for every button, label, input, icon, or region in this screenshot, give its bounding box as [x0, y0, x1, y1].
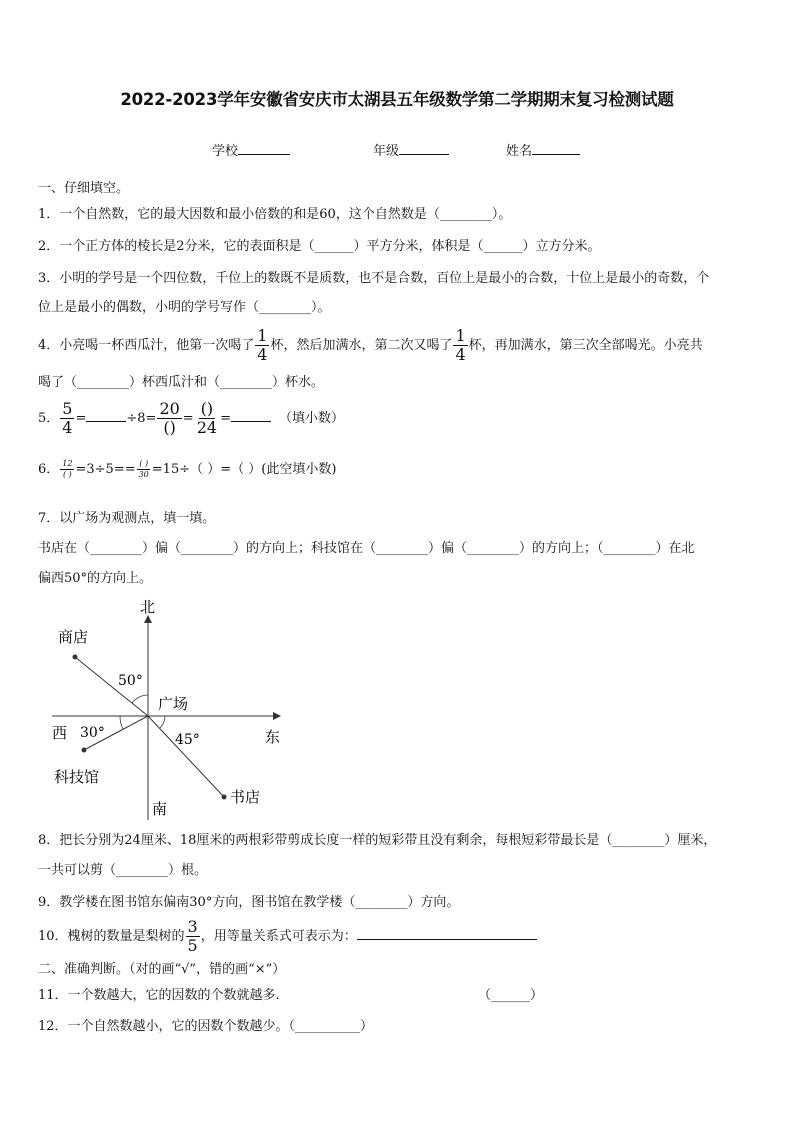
- q10-answer-line[interactable]: [357, 927, 537, 940]
- question-4-line-1: [38, 328, 703, 364]
- school-label: 学校: [212, 144, 239, 159]
- tech-label: 科技馆: [54, 768, 100, 786]
- question-3-line-1: 3．小明的学号是一个四位数，千位上的数既不是质数，也不是合数，百位上是最小的合数，十位上是最小的奇数，个: [38, 271, 710, 286]
- shop-point: [73, 655, 78, 660]
- name-blank[interactable]: [532, 141, 580, 155]
- question-6: 6． 12 ( ) =3÷5== ( ) 30 =15÷（ ）=（ ）(此空填小数): [38, 459, 337, 479]
- tech-point: [82, 748, 87, 753]
- q5-label: 5．: [38, 411, 60, 426]
- q5-fraction-1: $\frac{5}{4}$: [62, 399, 73, 437]
- shop-label: 商店: [58, 628, 89, 646]
- grade-label: 年级: [373, 144, 400, 159]
- arc-50: [132, 695, 148, 703]
- angle-30-label: 30°: [80, 725, 105, 741]
- question-5: 5． $\frac{5}{4}$ = ÷8= 20 () = () 24 = （填小数）: [38, 399, 344, 437]
- q6-fraction-2: ( ) 30: [138, 459, 149, 479]
- q5-fraction-2: 20 (): [159, 399, 180, 437]
- arc-30: [120, 716, 123, 729]
- east-label: 东: [265, 728, 281, 746]
- question-7-line-2: 书店在（________）偏（________）的方向上；科技馆在（________）偏（________）的方向上；（________）在北: [38, 541, 695, 556]
- question-2: 2．一个正方体的棱长是2分米，它的表面积是（______）平方分米，体积是（______）立方分米。: [38, 239, 601, 254]
- q10-text-1: 10．槐树的数量是梨树的: [38, 929, 185, 944]
- q6-label: 6．: [38, 462, 60, 477]
- direction-diagram: [40, 592, 300, 824]
- school-blank[interactable]: [238, 141, 290, 155]
- page-title: 2022-2023学年安徽省安庆市太湖县五年级数学第二学期期末复习检测试题: [120, 90, 674, 109]
- south-label: 南: [152, 800, 168, 818]
- question-8-line-2: 一共可以剪（________）根。: [38, 863, 208, 878]
- grade-blank[interactable]: [399, 141, 449, 155]
- center-label: 广场: [158, 695, 189, 713]
- q5-note: （填小数）: [278, 411, 344, 426]
- question-12: 12．一个自然数越小，它的因数个数越少。（__________）: [38, 1019, 374, 1034]
- question-3-line-2: 位上是最小的偶数，小明的学号写作（________）。: [38, 300, 331, 315]
- name-field: [506, 140, 580, 159]
- book-point: [222, 795, 227, 800]
- question-10: [38, 918, 537, 956]
- q5-blank-2[interactable]: [231, 409, 271, 422]
- q5-fraction-3: () 24: [196, 399, 218, 437]
- q4-fraction-1: $\frac{1}{4}$: [257, 326, 268, 364]
- grade-field: [373, 140, 449, 159]
- book-line: [148, 716, 224, 797]
- name-label: 姓名: [506, 144, 533, 159]
- question-9: 9．教学楼在图书馆东偏南30°方向，图书馆在教学楼（________）方向。: [38, 895, 460, 910]
- q4-text-2: 杯，然后加满水，第二次又喝了: [270, 338, 453, 353]
- section-1-heading: 一、仔细填空。: [38, 181, 130, 196]
- question-7-line-3: 偏西50°的方向上。: [38, 571, 153, 586]
- angle-50-label: 50°: [118, 673, 143, 689]
- arc-45: [160, 716, 165, 728]
- question-11-answer[interactable]: （______）: [478, 988, 544, 1003]
- question-1: 1．一个自然数，它的最大因数和最小倍数的和是60，这个自然数是（________）。: [38, 207, 512, 222]
- section-2-heading: 二、准确判断。（对的画“√”，错的画“×”）: [38, 962, 286, 977]
- north-label: 北: [140, 598, 156, 616]
- question-11: 11．一个数越大，它的因数的个数就越多.: [38, 988, 280, 1003]
- q5-blank-1[interactable]: [86, 409, 126, 422]
- q10-fraction: $\frac{3}{5}$: [187, 917, 198, 955]
- school-field: [212, 140, 290, 159]
- angle-45-label: 45°: [175, 732, 200, 748]
- question-4-line-2: 喝了（________）杯西瓜汁和（________）杯水。: [38, 375, 325, 390]
- q4-text-3: 杯，再加满水，第三次全部喝光。小亮共: [468, 338, 703, 353]
- q6-fraction-1: 12 ( ): [62, 459, 73, 479]
- q10-text-2: ，用等量关系式可表示为：: [200, 929, 357, 944]
- q4-text-1: 4．小亮喝一杯西瓜汁，他第一次喝了: [38, 338, 255, 353]
- q4-fraction-2: $\frac{1}{4}$: [455, 326, 466, 364]
- question-8-line-1: 8．把长分别为24厘米、18厘米的两根彩带剪成长度一样的短彩带且没有剩余，每根短彩带最长是（________）厘米，: [38, 833, 717, 848]
- question-7-line-1: 7．以广场为观测点，填一填。: [38, 511, 216, 526]
- book-label: 书店: [230, 788, 261, 806]
- west-label: 西: [52, 724, 68, 742]
